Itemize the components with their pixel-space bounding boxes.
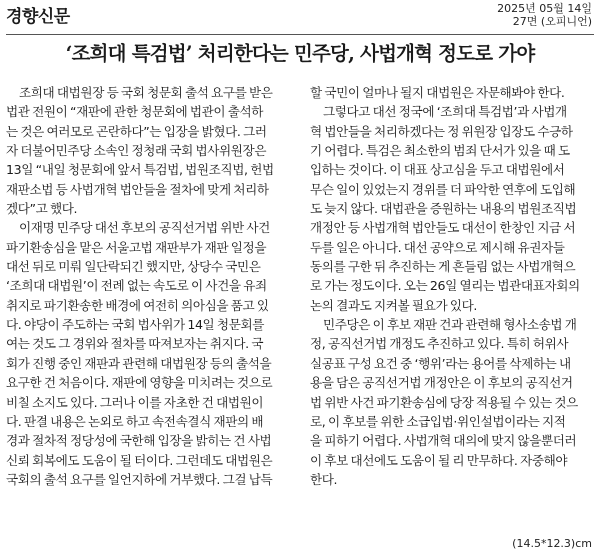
body-line: 법 위반 사건 파기환송심에 당장 적용될 수 있는 것으 xyxy=(310,394,578,410)
body-line: 도 늦지 않다. 대법관을 증원하는 내용의 법원조직법 xyxy=(310,201,577,217)
body-line: 13일 “내일 청문회에 앞서 특검법, 법원조직법, 헌법 xyxy=(6,162,274,178)
body-line: 국회의 출석 요구를 일언지하에 거부했다. 그걸 납득 xyxy=(6,471,273,487)
body-line: 다. 판결 내용은 논외로 하고 속전속결식 재판의 배 xyxy=(6,413,264,429)
body-line: 재판소법 등 사법개혁 법안들을 절차에 맞게 처리하 xyxy=(6,181,269,197)
body-line: 법관 전원이 “재판에 관한 청문회에 법관이 출석하 xyxy=(6,104,264,120)
body-line: 민주당은 이 후보 재판 건과 관련해 형사소송법 개 xyxy=(323,317,577,333)
body-line: 비칠 소지도 있다. 그러나 이를 자초한 건 대법원이 xyxy=(6,394,264,410)
issue-date: 2025년 05월 14일 xyxy=(497,2,592,15)
body-line: 동의를 구한 뒤 추진하는 게 흔들림 없는 사법개혁으 xyxy=(310,259,576,275)
body-line: 이재명 민주당 대선 후보의 공직선거법 위반 사건 xyxy=(19,220,270,236)
body-line: 혁 법안들을 처리하겠다는 정 위원장 입장도 수긍하 xyxy=(310,123,573,139)
body-line: 개정안 등 사법개혁 법안들도 대선이 한창인 지금 서 xyxy=(310,220,576,236)
body-line: 할 국민이 얼마나 될지 대법원은 자문해봐야 한다. xyxy=(310,85,565,100)
body-line: 로 가는 정도이다. 오는 26일 열리는 법관대표자회의 xyxy=(310,278,580,294)
article-headline: ‘조희대 특검법’ 처리한다는 민주당, 사법개혁 정도로 가야 xyxy=(65,42,535,65)
body-line: 파기환송심을 맡은 서울고법 재판부가 재판 일정을 xyxy=(6,239,267,255)
body-line: 자 더불어민주당 소속인 정청래 국회 법사위원장은 xyxy=(6,143,267,159)
body-line: 논의 결과도 지켜볼 필요가 있다. xyxy=(310,297,477,313)
body-line: 겠다”고 했다. xyxy=(6,201,78,217)
body-line: 그렇다고 대선 정국에 ‘조희대 특검법’과 사법개 xyxy=(323,104,567,120)
body-line: 다. 야당이 주도하는 국회 법사위가 14일 청문회를 xyxy=(6,317,264,333)
body-line: 실공표 구성 요건 중 ‘행위’라는 용어를 삭제하는 내 xyxy=(310,355,571,371)
body-line: 한다. xyxy=(310,471,338,487)
body-line: 취지로 파기환송한 배경에 여전히 의아심을 품고 있 xyxy=(6,297,269,313)
issue-section: 27면 (오피니언) xyxy=(512,15,592,28)
body-line: 대선 뒤로 미뤄 일단락되긴 했지만, 상당수 국민은 xyxy=(6,259,261,275)
body-line: ‘조희대 대법원’이 전례 없는 속도로 이 사건을 유죄 xyxy=(6,278,267,294)
publication-name: 경향신문 xyxy=(6,7,70,27)
issue-info xyxy=(497,2,592,28)
body-line: 조희대 대법원장 등 국회 청문회 출석 요구를 받은 xyxy=(19,85,273,100)
clipping-dimensions: (14.5*12.3)cm xyxy=(512,537,592,550)
article-body-right-column xyxy=(310,83,598,489)
body-line: 여는 것도 그 경위와 절차를 따져보자는 취지다. 국 xyxy=(6,336,264,352)
body-line: 로, 이 후보를 위한 소급입법·위인설법이라는 지적 xyxy=(310,413,566,429)
body-line: 입하는 것이다. 이 대표 상고심을 두고 대법원에서 xyxy=(310,162,565,178)
article-body-left-column xyxy=(6,83,302,489)
body-line: 이 후보 대선에도 도움이 될 리 만무하다. 자중해야 xyxy=(310,452,568,468)
body-line: 정, 공직선거법 개정도 추진하고 있다. 특히 허위사 xyxy=(310,336,569,352)
body-line: 요구한 건 처음이다. 재판에 영향을 미치려는 것으로 xyxy=(6,375,273,391)
body-line: 을 피하기 어렵다. 사법개혁 대의에 맞지 않을뿐더러 xyxy=(310,433,577,449)
header-divider xyxy=(6,34,594,35)
body-line: 회가 진행 중인 재판과 관련해 대법원장 등의 출석을 xyxy=(6,355,272,371)
body-line: 무슨 일이 있었는지 경위를 더 파악한 연후에 도입해 xyxy=(310,181,576,197)
body-line: 는 것은 여러모로 곤란하다”는 입장을 밝혔다. 그러 xyxy=(6,123,267,139)
body-line: 용을 담은 공직선거법 개정안은 이 후보의 공직선거 xyxy=(310,375,573,391)
body-line: 경과 절차적 정당성에 국한해 입장을 밝히는 건 사법 xyxy=(6,433,272,449)
body-line: 두를 일은 아니다. 대선 공약으로 제시해 유권자들 xyxy=(310,239,565,255)
body-line: 기 어렵다. 특검은 최소한의 범죄 단서가 있을 때 도 xyxy=(310,143,570,159)
body-line: 신뢰 회복에도 도움이 될 터이다. 그런데도 대법원은 xyxy=(6,452,273,468)
